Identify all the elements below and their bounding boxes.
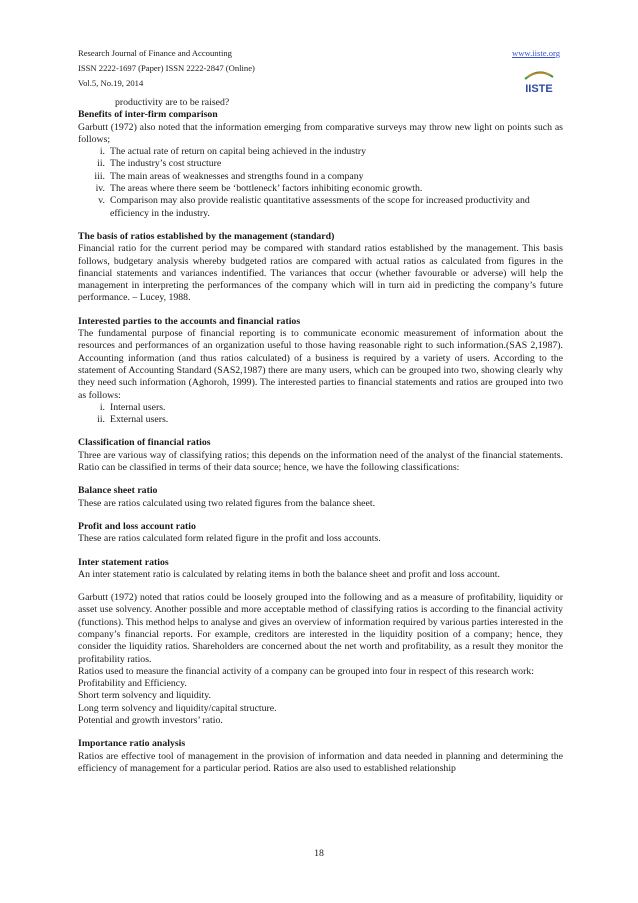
list-item	[78, 171, 563, 183]
section-profit-loss-ratio	[78, 521, 563, 546]
four-groups-paragraph	[78, 666, 563, 727]
section-paragraph: These are ratios calculated form related figure in the profit and loss accounts.	[78, 533, 381, 545]
section-inter-statement-ratios	[78, 557, 563, 582]
list-item-number: ii.	[97, 158, 105, 170]
journal-url-link[interactable]: www.iiste.org	[512, 48, 560, 58]
volume-line: Vol.5, No.19, 2014	[78, 78, 144, 88]
section-paragraph: Garbutt (1972) also noted that the information emerging from comparative surveys may throw new light on points such as follows;	[78, 121, 563, 145]
group-line: Short term solvency and liquidity.	[78, 690, 211, 702]
list-item	[78, 414, 563, 426]
list-item	[78, 183, 563, 195]
list-item-text: Comparison may also provide realistic quantitative assessments of the scope for increased productivity and efficiency in the industry.	[110, 195, 530, 219]
section-heading: Benefits of inter-firm comparison	[78, 109, 218, 121]
numbered-list	[78, 146, 563, 220]
list-item-text: The actual rate of return on capital being achieved in the industry	[110, 146, 366, 158]
list-item	[78, 402, 563, 414]
article-body	[78, 97, 563, 786]
section-importance	[78, 738, 563, 775]
section-heading: Profit and loss account ratio	[78, 520, 196, 532]
numbered-list	[78, 402, 563, 427]
page-header	[78, 46, 560, 96]
section-paragraph: Three are various way of classifying ratios; this depends on the information need of the analyst of the financial statements. Ratio can be classified in terms of their data source; hence, we have the following classifications:	[78, 449, 563, 474]
section-paragraph: Ratios are effective tool of management in the provision of information and data needed in planning and determining the efficiency of management for a particular period. Ratios are also used to established relationship	[78, 750, 563, 774]
page-number: 18	[314, 848, 324, 859]
section-heading: Interested parties to the accounts and financial ratios	[78, 315, 301, 327]
section-heading: Importance ratio analysis	[78, 738, 186, 750]
section-paragraph: An inter statement ratio is calculated by relating items in both the balance sheet and profit and loss account.	[78, 568, 500, 580]
intro-line: productivity are to be raised?	[115, 97, 230, 108]
section-interested-parties	[78, 316, 563, 427]
list-item-text: Internal users.	[110, 401, 166, 413]
group-line: Long term solvency and liquidity/capital structure.	[78, 702, 277, 714]
list-item-text: The industry’s cost structure	[110, 158, 222, 170]
group-line: Profitability and Efficiency.	[78, 678, 187, 690]
group-line: Potential and growth investors’ ratio.	[78, 715, 223, 727]
list-item	[78, 158, 563, 170]
list-item-number: v.	[98, 195, 105, 207]
list-item-text: The areas where there seem be ‘bottleneck’ factors inhibiting economic growth.	[110, 183, 423, 195]
iiste-logo	[521, 65, 557, 95]
section-paragraph: The fundamental purpose of financial reporting is to communicate economic measurement of information about the resources and performances of an organization useful to those having reasonable right to such information.(SAS 2,1987). Accounting information (and thus ratios calculated) of a business is required by a variety of users. According to the statement of Accounting Standard (SAS2,1987) there are many users, which can be grouped into two, showing clearly why they need such information (Aghoroh, 1999). The interested parties to financial statements and ratios are grouped into two as follows:	[78, 328, 563, 401]
issn-line: ISSN 2222-1697 (Paper) ISSN 2222-2847 (Online)	[78, 63, 255, 73]
section-heading: The basis of ratios established by the management (standard)	[78, 230, 335, 242]
list-item-number: iv.	[95, 183, 105, 195]
section-classification	[78, 437, 563, 474]
section-inter-firm	[78, 109, 563, 220]
section-paragraph: Financial ratio for the current period may be compared with standard ratios established by the management. This basis follows, budgetary analysis whereby budgeted ratios are compared with actual ratios as calculated from figures in the financial statements and variances indentified. The variances that occur (whether favourable or adverse) will help the management in interpreting the performances of the company which will in turn aid in predicting the company’s future performance. – Lucey, 1988.	[78, 243, 563, 304]
section-heading: Balance sheet ratio	[78, 485, 158, 497]
section-paragraph: These are ratios calculated using two related figures from the balance sheet.	[78, 497, 376, 509]
section-heading: Classification of financial ratios	[78, 437, 211, 449]
garbutt-paragraph: Garbutt (1972) noted that ratios could be loosely grouped into the following and as a measure of profitability, liquidity or asset use solvency. Another possible and more acceptable method of classifying ratios is according to the financial activity (functions). This method helps to analyse and gives an overview of information required by various parties interested in the company’s financial reports. For example, creditors are interested in the liquidity position of a company; hence, they consider the liquidity ratios. Shareholders are concerned about the net worth and profitability, as a result they monitor the profitability ratios.	[78, 592, 563, 665]
list-item	[78, 146, 563, 158]
list-item-number: ii.	[97, 414, 105, 426]
section-balance-sheet-ratio	[78, 485, 563, 510]
svg-text:IISTE: IISTE	[525, 83, 553, 95]
section-paragraph: Ratios used to measure the financial activity of a company can be grouped into four in respect of this research work:	[78, 665, 534, 677]
list-item-number: i.	[99, 146, 105, 158]
section-heading: Inter statement ratios	[78, 556, 169, 568]
list-item-number: i.	[99, 401, 105, 413]
section-basis-of-ratios	[78, 231, 563, 305]
list-item-text: External users.	[110, 414, 169, 426]
list-item-text: The main areas of weaknesses and strengths found in a company	[110, 170, 364, 182]
journal-name: Research Journal of Finance and Accounting	[78, 48, 232, 58]
list-item	[78, 195, 563, 220]
group-lines	[78, 678, 563, 727]
list-item-number: iii.	[94, 170, 105, 182]
